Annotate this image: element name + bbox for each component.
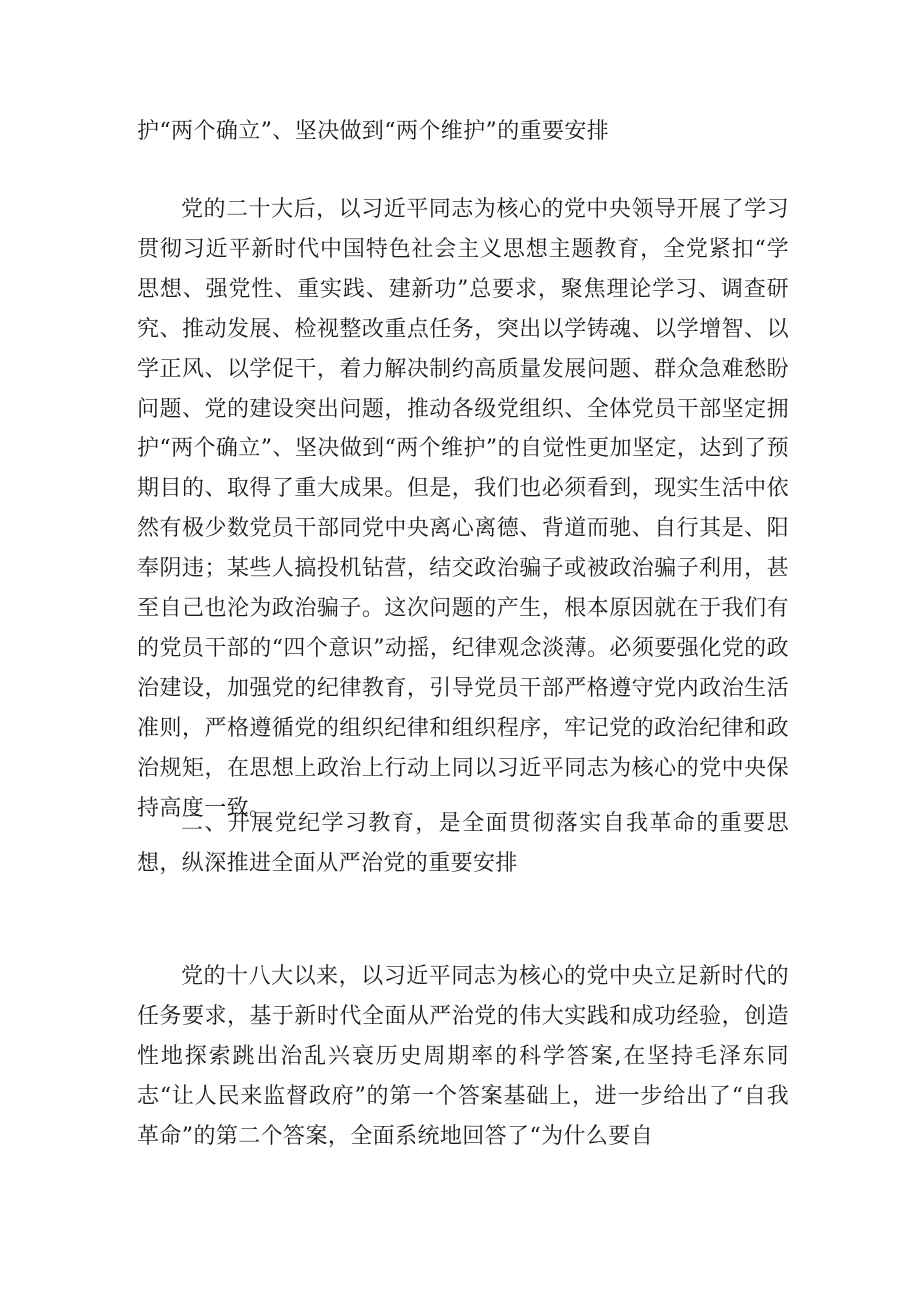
section-heading-2: 二、开展党纪学习教育，是全面贯彻落实自我革命的重要思想，纵深推进全面从严治党的重要安排 bbox=[137, 811, 789, 876]
body-paragraph-2: 党的十八大以来，以习近平同志为核心的党中央立足新时代的任务要求，基于新时代全面从严治党的伟大实践和成功经验，创造性地探索跳出治乱兴衰历史周期率的科学答案,在坚持毛泽东同志“让人民来监督政府”的第一个答案基础上，进一步给出了“自我革命”的第二个答案，全面系统地回答了“为什么要自 bbox=[137, 964, 789, 1149]
body-paragraph-1: 党的二十大后，以习近平同志为核心的党中央领导开展了学习贯彻习近平新时代中国特色社会主义思想主题教育，全党紧扣“学思想、强党性、重实践、建新功”总要求，聚焦理论学习、调查研究、推动发展、检视整改重点任务，突出以学铸魂、以学增智、以学正风、以学促干，着力解决制约高质量发展问题、群众急难愁盼问题、党的建设突出问题，推动各级党组织、全体党员干部坚定拥护“两个确立”、坚决做到“两个维护”的自觉性更加坚定，达到了预期目的、取得了重大成果。但是，我们也必须看到，现实生活中依然有极少数党员干部同党中央离心离德、背道而驰、自行其是、阳奉阴违；某些人搞投机钻营，结交政治骗子或被政治骗子利用，甚至自己也沦为政治骗子。这次问题的产生，根本原因就在于我们有的党员干部的“四个意识”动摇，纪律观念淡薄。必须要强化党的政治建设，加强党的纪律教育，引导党员干部严格遵守党内政治生活准则，严格遵循党的组织纪律和组织程序，牢记党的政治纪律和政治规矩，在思想上政治上行动上同以习近平同志为核心的党中央保持高度一致。 bbox=[137, 197, 789, 821]
section-heading-continuation: 护“两个确立”、坚决做到“两个维护”的重要安排 bbox=[137, 119, 610, 144]
